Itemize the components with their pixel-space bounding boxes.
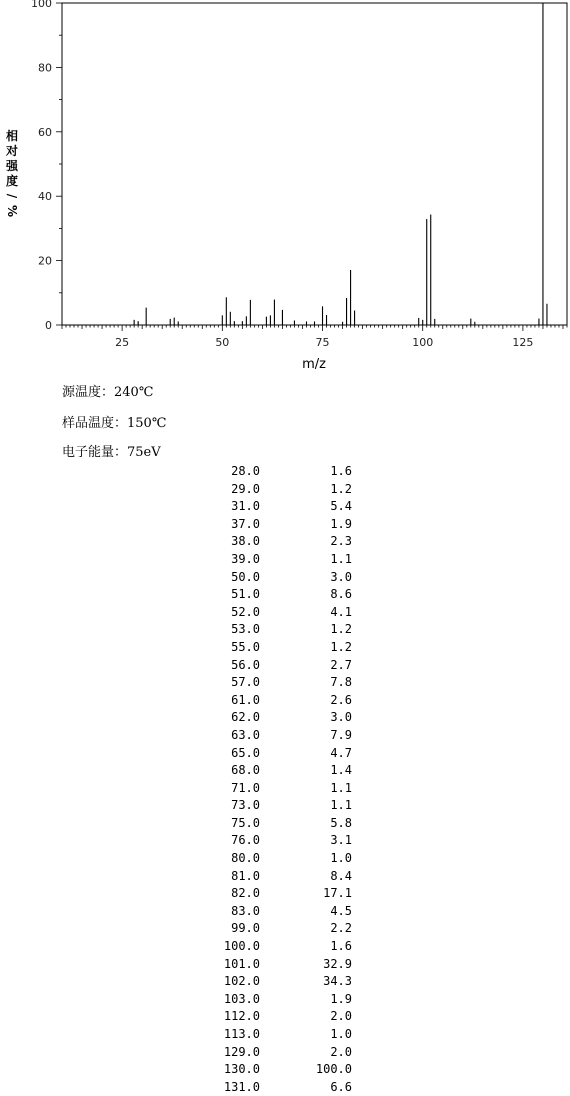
abundance-cell: 1.4 [330, 763, 352, 778]
mz-cell: 52.0 [231, 604, 260, 619]
condition-label: 电子能量： [62, 445, 128, 460]
x-tick-label: 100 [412, 336, 434, 349]
x-tick-label: 25 [115, 336, 130, 349]
mz-cell: 38.0 [231, 534, 260, 549]
table-row [150, 481, 352, 499]
y-axis-title [5, 128, 19, 217]
table-row [150, 903, 352, 921]
table-row [150, 674, 352, 692]
mz-cell: 63.0 [231, 727, 260, 742]
y-tick-label: 80 [38, 61, 52, 75]
mz-cell: 71.0 [231, 780, 260, 795]
y-tick-label: 60 [38, 125, 52, 139]
table-row [150, 727, 352, 745]
spectrum-bars [134, 3, 547, 325]
abundance-cell: 100.0 [315, 1062, 352, 1077]
abundance-cell: 2.0 [330, 1044, 352, 1059]
table-row [150, 569, 352, 587]
table-row [150, 498, 352, 516]
mz-cell: 50.0 [231, 569, 260, 584]
mz-cell: 51.0 [231, 587, 260, 602]
abundance-cell: 4.1 [330, 604, 352, 619]
mz-cell: 65.0 [231, 745, 260, 760]
table-row [150, 1079, 352, 1096]
mz-cell: 99.0 [231, 921, 260, 936]
abundance-cell: 6.6 [330, 1079, 352, 1094]
mz-cell: 53.0 [231, 622, 260, 637]
y-axis-ticks [31, 0, 62, 332]
peak-table-body [150, 463, 352, 1096]
abundance-cell: 1.6 [330, 464, 352, 478]
abundance-cell: 7.8 [330, 675, 352, 690]
y-axis-title-char: 强 [5, 159, 19, 173]
table-row [150, 463, 352, 481]
y-axis-title-char: % [5, 204, 19, 218]
mz-cell: 57.0 [231, 675, 260, 690]
abundance-cell: 3.0 [330, 569, 352, 584]
table-row [150, 639, 352, 657]
table-row [150, 692, 352, 710]
table-row [150, 991, 352, 1009]
abundance-cell: 3.1 [330, 833, 352, 848]
x-axis-title: m/z [302, 357, 326, 372]
plot-frame [62, 3, 567, 325]
table-row [150, 745, 352, 763]
table-row [150, 815, 352, 833]
x-axis-ticks [115, 336, 533, 349]
table-row [150, 920, 352, 938]
mz-cell: 31.0 [231, 499, 260, 514]
mz-cell: 55.0 [231, 639, 260, 654]
mz-cell: 102.0 [223, 974, 260, 989]
abundance-cell: 5.8 [330, 815, 352, 830]
mz-cell: 82.0 [231, 886, 260, 901]
y-tick-label: 40 [38, 190, 52, 204]
mz-cell: 75.0 [231, 815, 260, 830]
mz-cell: 130.0 [223, 1062, 260, 1077]
condition-value: 75eV [127, 445, 161, 460]
abundance-cell: 3.0 [330, 710, 352, 725]
mz-cell: 103.0 [223, 991, 260, 1006]
abundance-cell: 2.0 [330, 1009, 352, 1024]
abundance-cell: 1.9 [330, 991, 352, 1006]
table-row [150, 956, 352, 974]
table-row [150, 551, 352, 569]
table-row [150, 780, 352, 798]
mz-cell: 81.0 [231, 868, 260, 883]
condition-label: 样品温度： [62, 416, 128, 431]
mz-cell: 56.0 [231, 657, 260, 672]
y-tick-label: 100 [31, 0, 52, 10]
mz-cell: 112.0 [223, 1009, 260, 1024]
table-row [150, 1061, 352, 1079]
mz-cell: 61.0 [231, 692, 260, 707]
abundance-cell: 2.7 [330, 657, 352, 672]
abundance-cell: 2.2 [330, 921, 352, 936]
abundance-cell: 1.0 [330, 1027, 352, 1041]
table-row [150, 1008, 352, 1026]
abundance-cell: 17.1 [323, 886, 352, 901]
mz-cell: 62.0 [231, 710, 260, 725]
mz-cell: 131.0 [223, 1079, 260, 1094]
mz-cell: 29.0 [231, 481, 260, 496]
mz-cell: 80.0 [231, 851, 260, 866]
abundance-cell: 2.3 [330, 534, 352, 549]
abundance-cell: 5.4 [330, 499, 352, 514]
condition-label: 源温度： [62, 385, 115, 400]
mz-cell: 100.0 [223, 939, 260, 954]
y-axis-title-char: 度 [5, 174, 19, 188]
mz-cell: 101.0 [223, 956, 260, 971]
condition-source-temperature [62, 381, 153, 400]
abundance-cell: 8.6 [330, 587, 352, 602]
x-minor-ticks [62, 325, 567, 331]
x-tick-label: 125 [512, 336, 534, 349]
abundance-cell: 1.6 [330, 939, 352, 954]
abundance-cell: 1.2 [330, 481, 352, 496]
table-row [150, 762, 352, 780]
y-tick-label: 0 [45, 319, 52, 332]
abundance-cell: 4.7 [330, 745, 352, 760]
condition-electron-energy [62, 441, 161, 460]
mz-cell: 129.0 [223, 1044, 260, 1059]
y-axis-title-char: 对 [5, 144, 19, 158]
abundance-cell: 1.1 [330, 798, 352, 813]
mz-cell: 37.0 [231, 516, 260, 531]
table-row [150, 621, 352, 639]
x-tick-label: 75 [315, 336, 330, 349]
mz-cell: 39.0 [231, 551, 260, 566]
y-axis-title-char: / [5, 193, 19, 199]
abundance-cell: 7.9 [330, 727, 352, 742]
mz-cell: 113.0 [223, 1027, 260, 1041]
y-axis-title-char: 相 [5, 129, 19, 143]
abundance-cell: 32.9 [323, 956, 352, 971]
table-row [150, 850, 352, 868]
table-row [150, 938, 352, 956]
abundance-cell: 1.2 [330, 639, 352, 654]
table-row [150, 885, 352, 903]
table-row [150, 709, 352, 727]
abundance-cell: 4.5 [330, 903, 352, 918]
table-row [150, 868, 352, 886]
table-row [150, 586, 352, 604]
mz-cell: 73.0 [231, 798, 260, 813]
condition-value: 240℃ [114, 385, 154, 400]
table-row [150, 797, 352, 815]
condition-sample-temperature [62, 412, 166, 431]
peak-table [150, 463, 352, 1096]
table-row [150, 1044, 352, 1062]
y-tick-label: 20 [38, 254, 52, 268]
abundance-cell: 1.9 [330, 516, 352, 531]
abundance-cell: 1.1 [330, 551, 352, 566]
mz-cell: 68.0 [231, 763, 260, 778]
abundance-cell: 2.6 [330, 692, 352, 707]
abundance-cell: 1.1 [330, 780, 352, 795]
abundance-cell: 8.4 [330, 868, 352, 883]
mass-spectrum-chart [0, 0, 570, 380]
table-row [150, 657, 352, 675]
abundance-cell: 34.3 [323, 974, 352, 989]
abundance-cell: 1.0 [330, 851, 352, 866]
mz-cell: 83.0 [231, 903, 260, 918]
abundance-cell: 1.2 [330, 622, 352, 637]
x-tick-label: 50 [215, 336, 230, 349]
table-row [150, 1026, 352, 1044]
table-row [150, 533, 352, 551]
table-row [150, 516, 352, 534]
mz-cell: 76.0 [231, 833, 260, 848]
table-row [150, 832, 352, 850]
table-row [150, 604, 352, 622]
condition-value: 150℃ [127, 416, 167, 431]
mz-cell: 28.0 [231, 464, 260, 478]
table-row [150, 973, 352, 991]
